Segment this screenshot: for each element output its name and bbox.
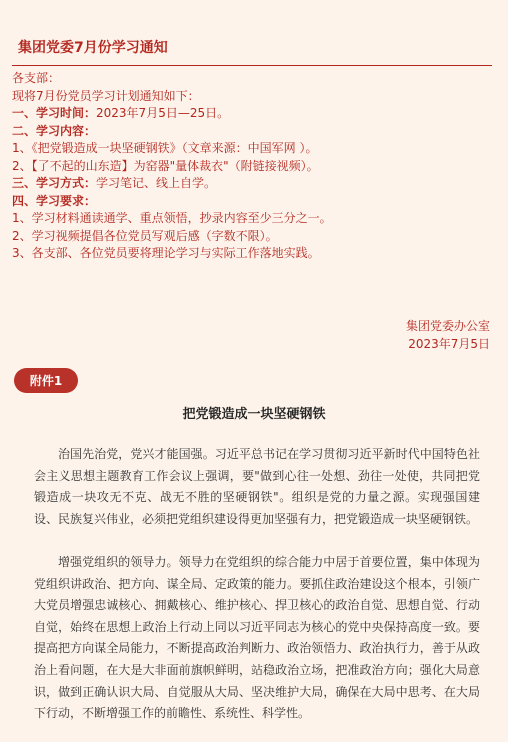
- requirement-item: 3、各支部、各位党员要将理论学习与实际工作落地实践。: [12, 246, 320, 260]
- notice-title: 集团党委7月份学习通知: [18, 40, 168, 56]
- study-content-heading: 二、学习内容：: [12, 123, 97, 138]
- study-time-value: 2023年7月5日—25日。: [96, 106, 230, 120]
- signature-date: 2023年7月5日: [408, 337, 490, 351]
- article-title: 把党锻造成一块坚硬钢铁: [182, 407, 326, 422]
- study-method-value: 学习笔记、线上自学。: [96, 176, 217, 190]
- signature-org: 集团党委办公室: [405, 319, 490, 333]
- study-requirements-heading: 四、学习要求：: [12, 193, 97, 208]
- article-paragraph: 治国先治党，党兴才能国强。习近平总书记在学习贯彻习近平新时代中国特色社会主义思想主题教育工作会议上强调，要"做到心往一处想、劲往一处使，共同把党锻造成一块攻无不克、战无不胜的坚硬钢铁"。组织是党的力量之源。实现强国建设、民族复兴伟业，必须把党组织建设得更加坚强有力，把党锻造成一块坚硬钢铁。: [34, 447, 480, 526]
- requirement-item: 1、学习材料通读通学、重点领悟，抄录内容至少三分之一。: [12, 211, 332, 225]
- requirement-item: 2、学习视频提倡各位党员写观后感（字数不限）。: [12, 228, 278, 243]
- salutation: 各支部：: [12, 71, 61, 85]
- notice-body: [12, 70, 500, 263]
- content-item-video: 2、【了不起的山东造】为窑器"量体裁衣"（附链接视频）。: [12, 158, 319, 173]
- title-divider: [12, 65, 492, 66]
- study-method: [12, 175, 500, 193]
- study-method-heading: 三、学习方式：: [12, 176, 97, 190]
- study-time-heading: 一、学习时间：: [12, 106, 97, 120]
- content-item-article: 1、《把党锻造成一块坚硬钢铁》（文章来源：中国军网 ）。: [12, 141, 318, 155]
- article-paragraph: 增强党组织的领导力。领导力在党组织的综合能力中居于首要位置，集中体现为党组织讲政治、把方向、谋全局、定政策的能力。要抓住政治建设这个根本，引领广大党员增强忠诚核心、拥戴核心、维护核心、捍卫核心的政治自觉、思想自觉、行动自觉，始终在思想上政治上行动上同以习近平同志为核心的党中央保持高度一致。要提高把方向谋全局能力，不断提高政治判断力、政治领悟力、政治执行力，善于从政治上看问题，在大是大非面前旗帜鲜明，站稳政治立场，把准政治方向；强化大局意识，做到正确认识大局、自觉服从大局、坚决维护大局，确保在大局中思考、在大局下行动，不断增强工作的前瞻性、系统性、科学性。: [34, 555, 480, 721]
- study-time: [12, 105, 500, 123]
- attachment-badge: 附件1: [14, 368, 78, 393]
- intro-text: 现将7月份党员学习计划通知如下：: [12, 88, 200, 103]
